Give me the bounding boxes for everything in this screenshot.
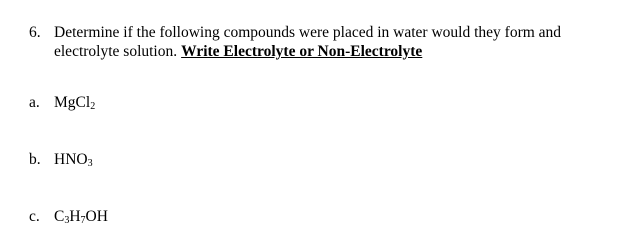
question-instruction: Write Electrolyte or Non-Electrolyte [181, 43, 423, 60]
compound-formula [54, 208, 108, 225]
item-letter: a. [29, 94, 40, 111]
formula-subscript: 7 [80, 215, 86, 226]
item-letter: b. [29, 151, 41, 168]
list-item-b [29, 150, 93, 169]
formula-part: C [54, 208, 65, 225]
formula-part: HNO [54, 151, 88, 168]
question-line-2 [54, 42, 614, 61]
formula-subscript: 2 [90, 101, 96, 112]
question-line-1: Determine if the following compounds were placed in water would they form and [54, 24, 562, 41]
formula-subscript: 3 [64, 215, 70, 226]
question-text [54, 23, 614, 61]
question-number: 6. [29, 24, 41, 41]
item-letter: c. [29, 208, 40, 225]
compound-formula [54, 94, 95, 111]
list-item-a [29, 93, 95, 112]
formula-subscript: 3 [87, 158, 93, 169]
formula-part: H [69, 208, 81, 225]
formula-part: MgCl [54, 94, 91, 111]
question-line-2-text: electrolyte solution. [54, 43, 178, 60]
list-item-c [29, 207, 108, 226]
compound-formula [54, 151, 93, 168]
formula-part: OH [85, 208, 108, 225]
